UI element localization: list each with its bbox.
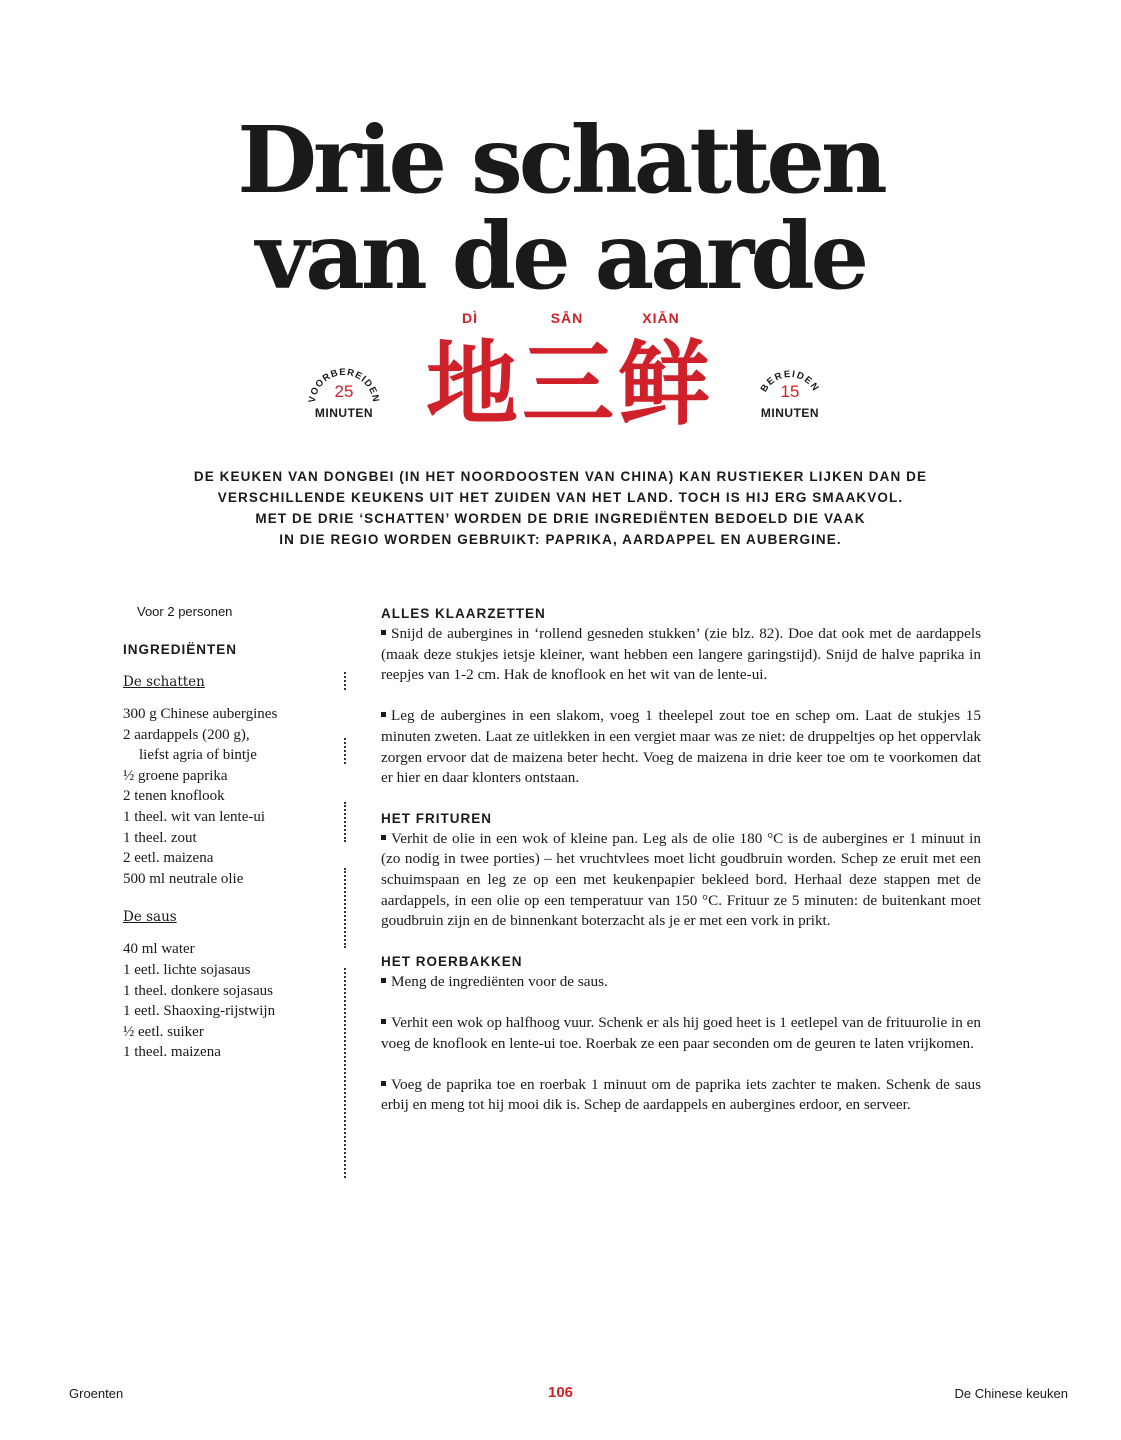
prep-time-badge [299, 364, 389, 444]
footer-section: Groenten [69, 1386, 124, 1401]
chinese-title: 地三鲜 [425, 331, 714, 438]
cook-label: BEREIDEN [758, 368, 822, 395]
ingredient-item: 1 eetl. Shaoxing-rijstwijn [123, 1003, 276, 1020]
ingredient-item: 2 tenen knoflook [123, 788, 225, 805]
footer-book-title: De Chinese keuken [954, 1386, 1068, 1401]
cook-minutes: 15 [780, 382, 800, 401]
prep-minutes: 25 [334, 382, 354, 401]
ingredient-item: 300 g Chinese aubergines [123, 706, 278, 722]
ingredient-item: ½ eetl. suiker [123, 1023, 204, 1040]
ingredient-item: ½ groene paprika [123, 767, 228, 784]
dotted-divider [344, 802, 350, 842]
dotted-divider [344, 968, 350, 1178]
ingredient-item: 1 eetl. lichte sojasaus [123, 961, 251, 978]
intro-line: DE KEUKEN VAN DONGBEI (IN HET NOORDOOSTEN VAN CHINA) KAN RUSTIEKER LIJKEN DAN DE [193, 469, 928, 484]
title-line-1: Drie schatten [237, 106, 884, 214]
ingredients-heading: INGREDIËNTEN [123, 642, 238, 657]
ingredient-item: 1 theel. zout [123, 829, 197, 846]
method-step: Voeg de paprika toe en roerbak 1 minuut om de paprika iets zachter te maken. Schenk de saus erbij en meng tot hij mooi dik is. Schep de aardappels en aubergines erdoor, en serveer. [381, 1075, 981, 1116]
method-step: Verhit de olie in een wok of kleine pan. Leg als de olie 180 °C is de aubergines er 1 minuut in (zo nodig in twee porties) – het vruchtvlees moet licht goudbruin worden. Schep ze eruit met een schuimspaan en leg ze op een met keukenpapier bekleed bord. Herhaal deze stappen met de aardappels, in een olie op een temperatuur van 150 °C. Frituur ze 5 minuten: de buitenkant moet goudbruin zijn en de binnenkant boterzacht als je er met een vork in prikt. [381, 829, 981, 932]
ingredient-item: 2 eetl. maizena [123, 850, 214, 867]
dotted-divider [344, 868, 350, 948]
recipe-title [0, 106, 1121, 310]
prep-label: VOORBEREIDEN [306, 366, 382, 404]
pinyin-xian: XIĀN [642, 310, 680, 326]
group-title-schatten: De schatten [123, 674, 205, 690]
section-title-stirfry: HET ROERBAKKEN [381, 953, 523, 969]
method-step: Meng de ingrediënten voor de saus. [381, 972, 981, 993]
dotted-divider [344, 672, 350, 690]
pinyin-di: DÌ [462, 310, 478, 326]
ingredients-sidebar [123, 604, 333, 1063]
intro-text [160, 466, 961, 550]
method-column [381, 604, 981, 1116]
dotted-divider [344, 738, 350, 764]
ingredient-item: 1 theel. donkere sojasaus [123, 982, 273, 999]
intro-line: VERSCHILLENDE KEUKENS UIT HET ZUIDEN VAN HET LAND. TOCH IS HIJ ERG SMAAKVOL. [217, 490, 904, 505]
cook-unit: MINUTEN [760, 406, 820, 420]
prep-unit: MINUTEN [314, 406, 374, 420]
page-number: 106 [547, 1384, 574, 1401]
ingredient-item: 40 ml water [123, 941, 195, 958]
section-title-frying: HET FRITUREN [381, 810, 492, 826]
ingredient-item: 1 theel. wit van lente-ui [123, 808, 266, 825]
section-title-prep: ALLES KLAARZETTEN [381, 606, 546, 621]
ingredient-item: liefst agria of bintje [139, 747, 257, 764]
ingredient-item: 2 aardappels (200 g), [123, 726, 250, 743]
intro-line: MET DE DRIE ‘SCHATTEN’ WORDEN DE DRIE INGREDIËNTEN BEDOELD DIE VAAK [255, 511, 866, 526]
method-step: Snijd de aubergines in ‘rollend gesneden stukken’ (zie blz. 82). Doe dat ook met de aardappels (maak deze stukjes ietsje kleiner, want hebben een langere garingstijd). Snijd de halve paprika in reepjes van 1-2 cm. Hak de knoflook en het wit van de lente-ui. [381, 624, 981, 686]
pinyin-san: SĀN [550, 310, 584, 326]
method-step: Verhit een wok op halfhoog vuur. Schenk er als hij goed heet is 1 eetlepel van de frituurolie in en voeg de knoflook en lente-ui toe. Roerbak ze een paar seconden om de geuren te laten vrijkomen. [381, 1013, 981, 1054]
method-step: Leg de aubergines in een slakom, voeg 1 theelepel zout toe en schep om. Laat de stukjes 15 minuten zweten. Laat ze uitlekken in een vergiet maar was ze niet: de druppeltjes op het oppervlak zorgen ervoor dat de maizena beter hecht. Voeg de maizena in drie keer toe om te voorkomen dat er hier en daar klonters ontstaan. [381, 706, 981, 788]
ingredient-list-schatten [123, 704, 333, 889]
ingredient-item: 1 theel. maizena [123, 1044, 221, 1061]
ingredient-item: 500 ml neutrale olie [123, 870, 244, 887]
ingredient-list-saus [123, 939, 333, 1063]
servings: Voor 2 personen [137, 604, 233, 619]
cook-time-badge [745, 364, 835, 444]
title-line-2: van de aarde [255, 202, 866, 310]
intro-line: IN DIE REGIO WORDEN GEBRUIKT: PAPRIKA, AARDAPPEL EN AUBERGINE. [279, 532, 842, 547]
group-title-saus: De saus [123, 909, 177, 926]
